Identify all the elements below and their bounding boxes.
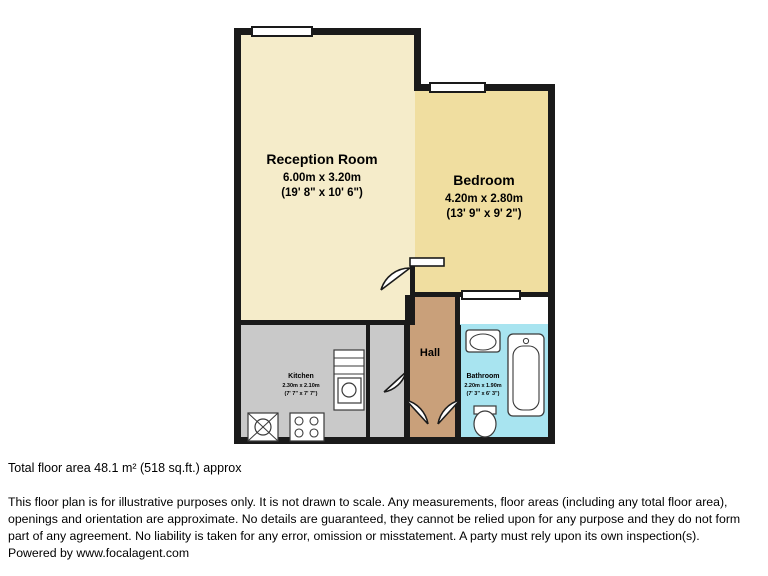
bathroom-name: Bathroom (466, 373, 500, 380)
kitchen-side-area (370, 324, 408, 444)
hall-area (408, 295, 458, 444)
bathroom-dim-imperial: (7' 3" x 6' 3") (466, 391, 500, 397)
bedroom-name: Bedroom (453, 172, 515, 188)
reception-room-dim-imperial: (19' 8" x 10' 6") (281, 187, 363, 199)
disclaimer-text: This floor plan is for illustrative purposes only. It is not drawn to scale. Any measurements, floor areas (including any total floor area), openings and orientation are approximate. No details are guaranteed, they cannot be relied upon for any purpose and they do not form part of any agreement. No liability is taken for any error, omission or misstatement. A party must rely upon its own inspection(s). (8, 495, 741, 544)
total-floor-area-text: Total floor area 48.1 m² (518 sq.ft.) approx (8, 461, 242, 475)
footer (0, 450, 768, 562)
hall-name: Hall (419, 347, 441, 359)
kitchen-dim-imperial: (7' 7" x 7' 7") (284, 391, 318, 397)
bathroom-dim-metric: 2.20m x 1.90m (464, 383, 502, 389)
bedroom-dim-imperial: (13' 9" x 9' 2") (446, 208, 522, 220)
bedroom-dim-metric: 4.20m x 2.80m (444, 193, 524, 205)
reception-room-dim-metric: 6.00m x 3.20m (282, 172, 362, 184)
powered-by-text: Powered by www.focalagent.com (8, 546, 190, 561)
reception-room-name: Reception Room (266, 151, 378, 167)
bedroom-door-opening (410, 258, 444, 266)
kitchen-dim-metric: 2.30m x 2.10m (282, 383, 320, 389)
kitchen-name: Kitchen (288, 373, 314, 380)
